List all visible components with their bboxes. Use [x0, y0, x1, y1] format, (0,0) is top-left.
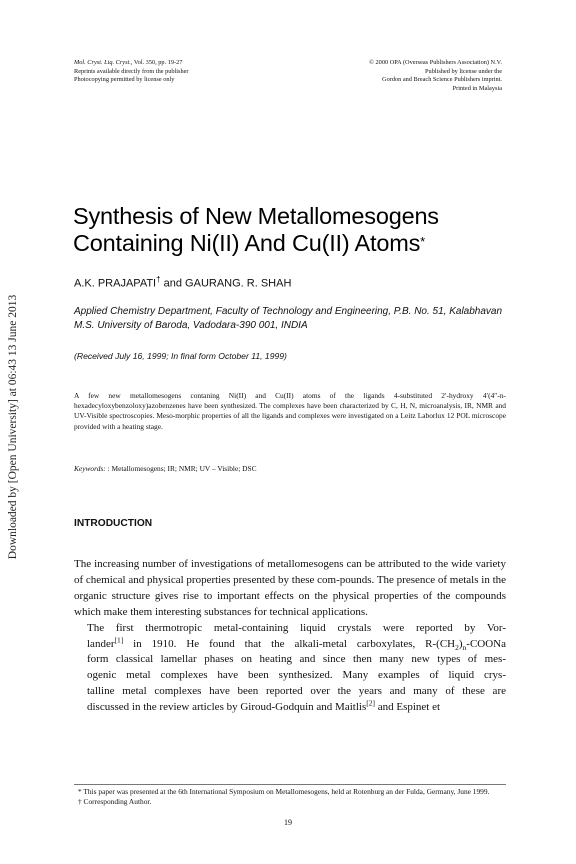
footnote-dagger: † Corresponding Author. [78, 796, 152, 806]
introduction-body [74, 557, 506, 716]
title-footnote-mark: * [420, 234, 426, 249]
download-watermark: Downloaded by [Open University] at 06:43 13 June 2013 [7, 294, 19, 560]
author-list [74, 275, 291, 290]
title-line-2: Containing Ni(II) And Cu(II) Atoms [73, 230, 421, 256]
copyright-line: © 2000 OPA (Overseas Publishers Association) N.V. [369, 59, 502, 66]
paragraph-2-line-3: form classical lamellar phases on heating and since then many new types of mes- [87, 653, 506, 666]
affiliation: Applied Chemistry Department, Faculty of Technology and Engineering, P.B. No. 51, Kalabhavan M.S. University of Baroda, Vadodara-390 001, INDIA [74, 306, 503, 331]
journal-header-right [369, 59, 502, 93]
printed-line: Printed in Malaysia [452, 84, 502, 92]
paragraph-1: The increasing number of investigations of metallomesogens can be attributed to the wide variety of chemical and physical properties presented by these com-pounds. The presence of metals in the organic structure gives rise to important effects on the physical properties of the compounds which make them interesting substances for technical applications. [74, 558, 507, 618]
author-1: A.K. PRAJAPATI [74, 277, 157, 290]
reprints-note: Reprints available directly from the publisher [74, 67, 189, 75]
footnote-star: * This paper was presented at the 6th International Symposium on Metallomesogens, held at Rotenburg an der Fulda, Germany, June 1999. [78, 787, 490, 796]
footnote-rule [74, 784, 506, 785]
paragraph-2-line-4: ogenic metal complexes have been synthesized. Many examples of liquid crys- [87, 669, 506, 682]
title-line-1: Synthesis of New Metallomesogens [73, 203, 439, 229]
paragraph-2-line-2: lander[1] in 1910. He found that the alkali-metal carboxylates, $R-(CH_2)_n$-COONa [87, 634, 506, 652]
author-joiner: and [160, 277, 186, 290]
keywords [74, 464, 257, 473]
paragraph-2-line-5: talline metal complexes have been reported over the years and many of these are [87, 685, 506, 698]
received-dates: (Received July 16, 1999; In final form October 11, 1999) [74, 351, 287, 361]
journal-header-left [74, 59, 189, 85]
paragraph-2 [74, 621, 506, 716]
reference-2: [2] [366, 698, 375, 708]
imprint-line: Gordon and Breach Science Publishers imprint. [382, 76, 502, 84]
journal-citation: Mol. Cryst. Liq. Cryst., Vol. 350, pp. 19-27 [74, 59, 183, 66]
author-1-mark: † [156, 275, 161, 284]
abstract: A few new metallomesogens contaning Ni(II) and Cu(II) atoms of the ligands 4-substituted 2′-hydroxy 4′(4″-n-hexadecyloxybenzoloxy)azobenzenes have been synthesized. The complexes have been characterized by C, H, N, microanalysis, IR, NMR and UV-Visible spectroscopies. Meso-morphic properties of all the ligands and complexes were investigated on a Leitz Laborlux 12 POL microscope provided with a heating stage. [74, 391, 506, 431]
paper-title [73, 203, 513, 257]
author-2: GAURANG. R. SHAH [185, 277, 292, 290]
license-line: Published by license under the [425, 67, 502, 75]
page-number: 19 [284, 818, 292, 827]
paragraph-2-line-6: discussed in the review articles by Giroud-Godquin and Maitlis[2] and Espinet et [87, 698, 441, 714]
paragraph-2-line-1: The first thermotropic metal-containing liquid crystals were reported by Vor- [87, 621, 506, 634]
reference-1: [1] [114, 634, 124, 644]
photocopying-note: Photocopying permitted by license only [74, 76, 175, 84]
section-heading: INTRODUCTION [74, 518, 153, 529]
keywords-label: Keywords: [74, 464, 106, 473]
footnotes [74, 787, 506, 806]
keywords-text: : Metallomesogens; IR; NMR; UV – Visible; DSC [105, 464, 257, 473]
